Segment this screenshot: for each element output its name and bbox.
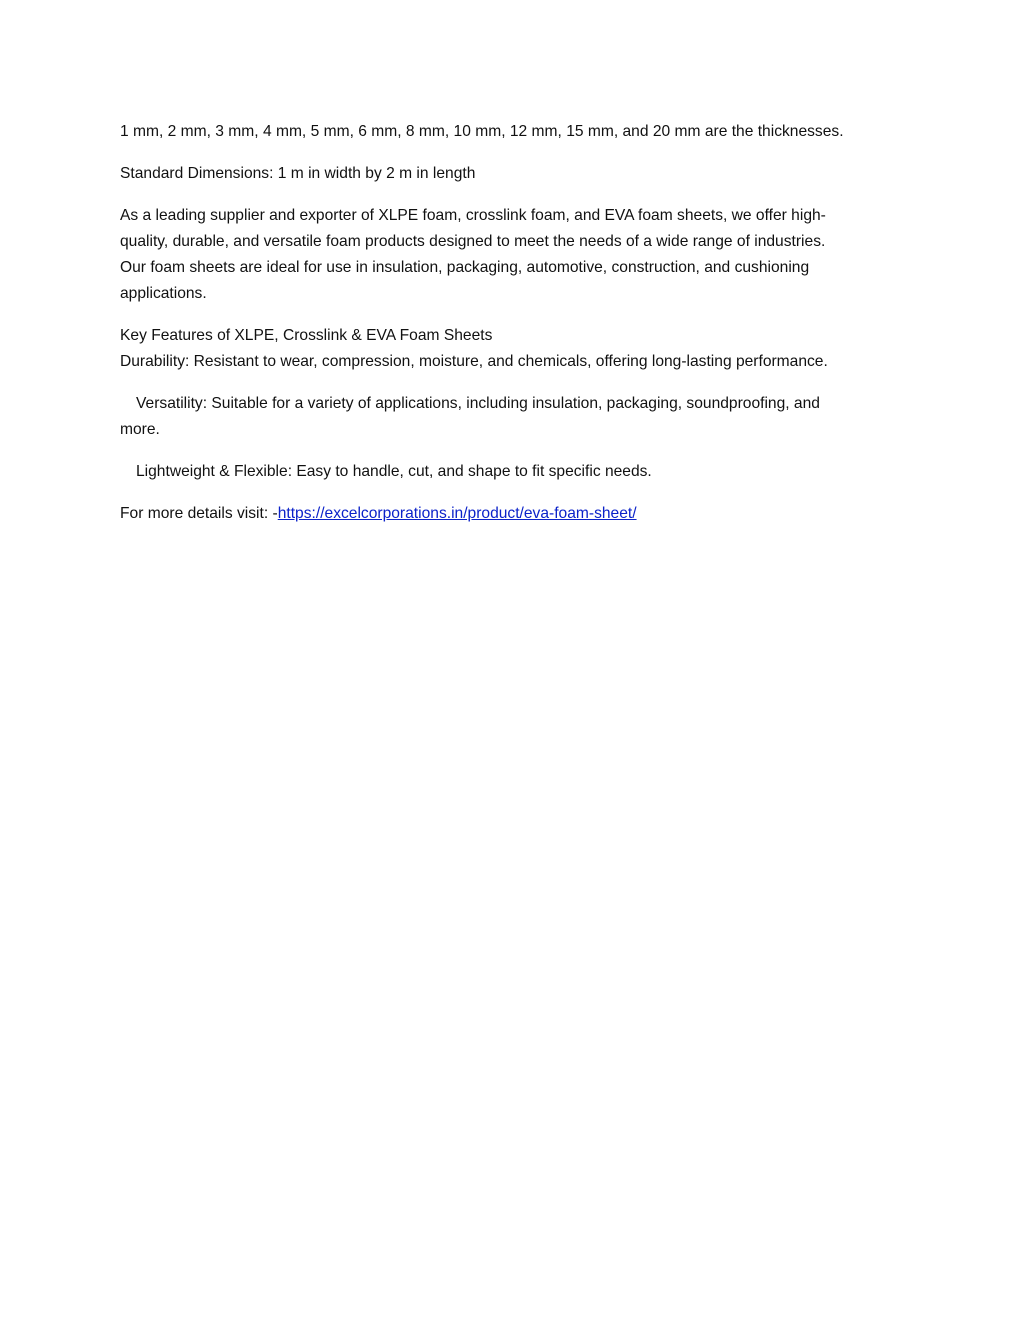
- features-heading: Key Features of XLPE, Crosslink & EVA Foam Sheets: [120, 327, 493, 344]
- intro-line: Our foam sheets are ideal for use in insulation, packaging, automotive, construction, and cushioning: [120, 259, 810, 276]
- versatility-paragraph: [120, 391, 905, 443]
- dimensions-paragraph: [120, 161, 905, 187]
- intro-line: applications.: [120, 285, 207, 302]
- details-line: [120, 501, 905, 527]
- lightweight-paragraph: [120, 459, 905, 485]
- document-body: [120, 119, 905, 543]
- intro-paragraph: [120, 203, 905, 307]
- versatility-line: more.: [120, 421, 160, 438]
- lightweight-text: Lightweight & Flexible: Easy to handle, cut, and shape to fit specific needs.: [136, 463, 652, 480]
- versatility-line: Versatility: Suitable for a variety of applications, including insulation, packaging, soundproofing, and: [136, 395, 820, 412]
- thickness-text: 1 mm, 2 mm, 3 mm, 4 mm, 5 mm, 6 mm, 8 mm, 10 mm, 12 mm, 15 mm, and 20 mm are the thicknesses.: [120, 123, 844, 140]
- intro-line: quality, durable, and versatile foam products designed to meet the needs of a wide range of industries.: [120, 233, 826, 250]
- intro-line: As a leading supplier and exporter of XLPE foam, crosslink foam, and EVA foam sheets, we offer high-: [120, 207, 826, 224]
- thickness-paragraph: [120, 119, 905, 145]
- product-link[interactable]: https://excelcorporations.in/product/eva-foam-sheet/: [277, 505, 637, 522]
- dimensions-text: Standard Dimensions: 1 m in width by 2 m in length: [120, 165, 476, 182]
- details-paragraph: [120, 501, 905, 527]
- details-prefix: For more details visit: -: [120, 505, 278, 522]
- features-paragraph: [120, 323, 905, 375]
- durability-text: Durability: Resistant to wear, compression, moisture, and chemicals, offering long-lasting performance.: [120, 353, 828, 370]
